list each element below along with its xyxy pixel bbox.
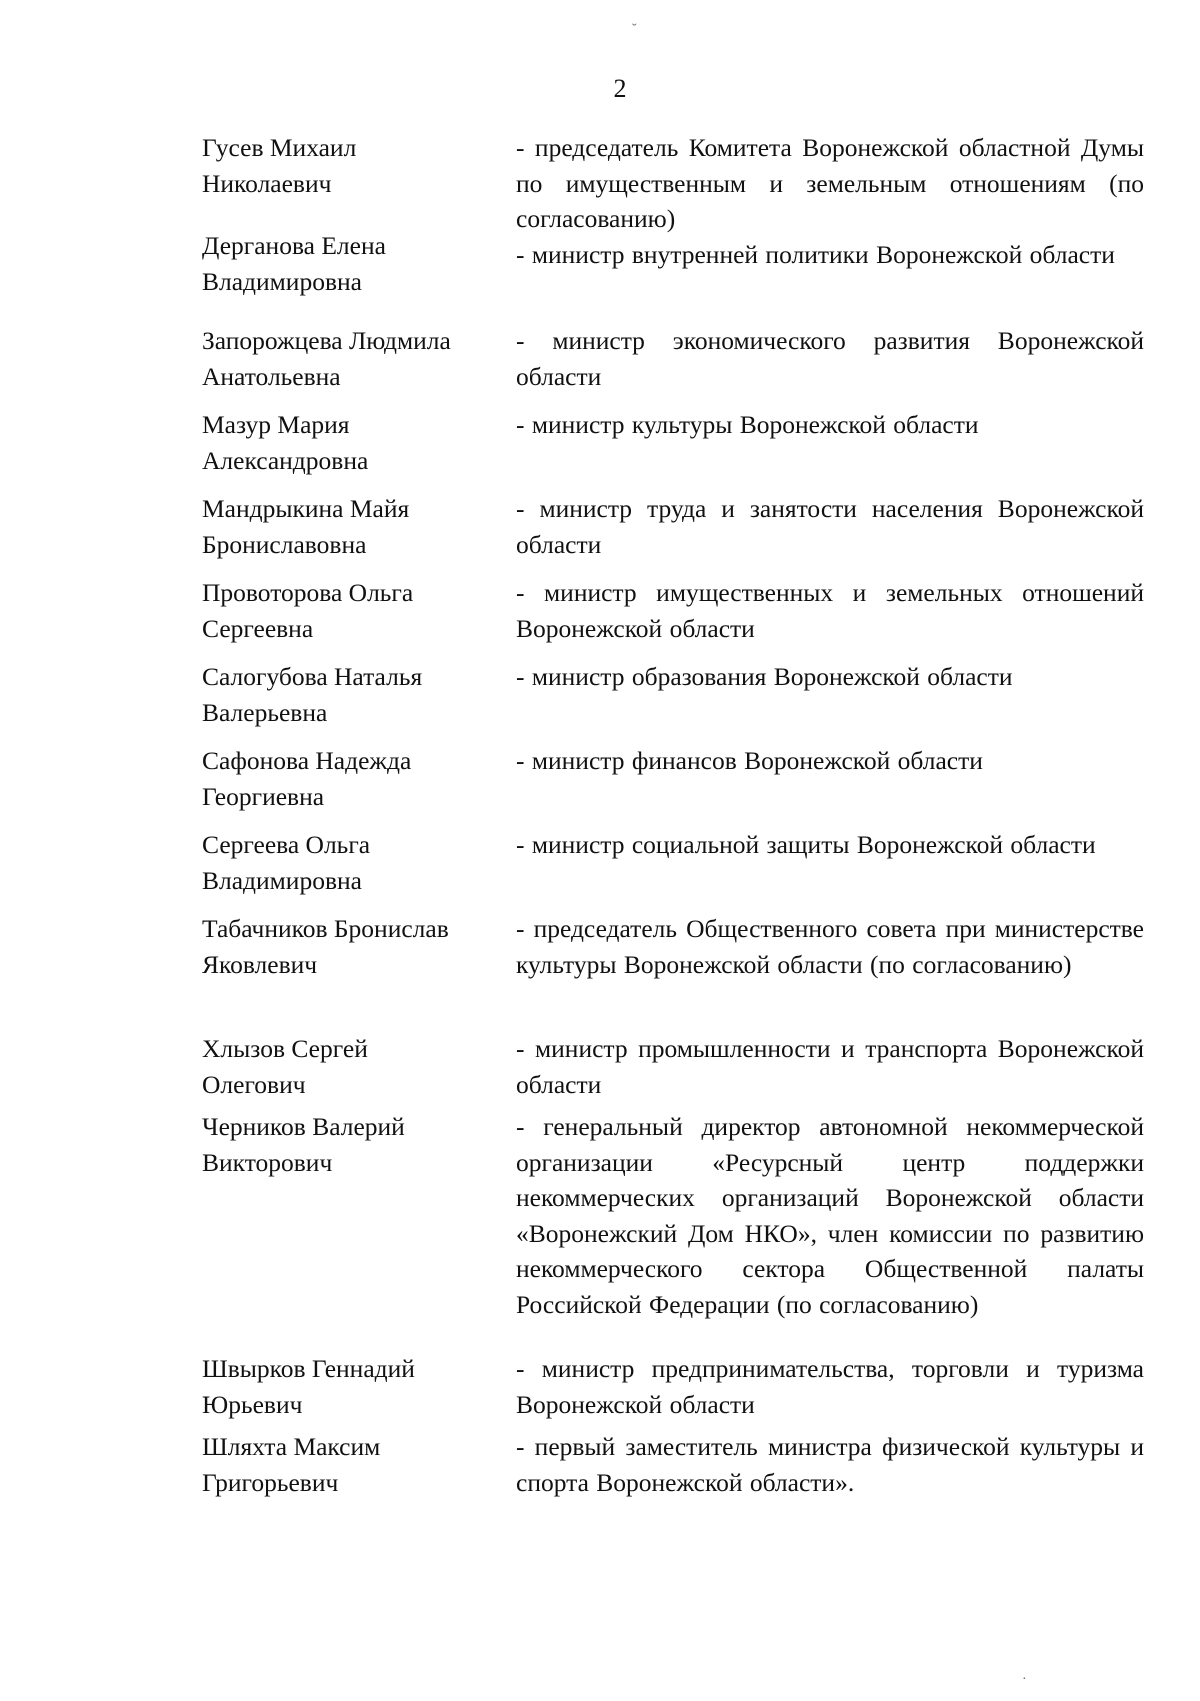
member-entry (202, 1429, 1144, 1513)
member-role: - первый заместитель министра физической культуры и спорта Воронежской области». (516, 1432, 1144, 1497)
scan-artifact: · (1022, 1672, 1027, 1687)
member-entry (202, 228, 1144, 323)
member-entry (202, 1351, 1144, 1429)
member-role: - председатель Общественного совета при министерстве культуры Воронежской области (по согласованию) (516, 914, 1144, 979)
member-name: Швырков Геннадий Юрьевич (202, 1354, 415, 1419)
member-entry (202, 659, 1144, 743)
member-role: - министр труда и занятости населения Воронежской области (516, 494, 1144, 559)
member-list (202, 130, 1144, 1513)
member-name: Мазур Мария Александровна (202, 410, 369, 475)
member-entry (202, 407, 1144, 491)
member-name: Гусев Михаил Николаевич (202, 133, 357, 198)
page-number: 2 (613, 74, 627, 103)
member-name: Провоторова Ольга Сергеевна (202, 578, 414, 643)
member-entry (202, 743, 1144, 827)
member-role: - министр образования Воронежской области (516, 662, 1013, 691)
member-name: Черников Валерий Викторович (202, 1112, 405, 1177)
member-name: Мандрыкина Майя Брониславовна (202, 494, 410, 559)
member-name: Дерганова Елена Владимировна (202, 231, 386, 296)
member-entry (202, 1109, 1144, 1351)
member-entry (202, 911, 1144, 1031)
member-entry (202, 130, 1144, 233)
member-name: Хлызов Сергей Олегович (202, 1034, 368, 1099)
member-role: - министр внутренней политики Воронежской области (516, 240, 1115, 269)
member-role: - министр имущественных и земельных отношений Воронежской области (516, 578, 1144, 643)
member-role: - генеральный директор автономной некоммерческой организации «Ресурсный центр поддержки некоммерческих организаций Воронежской области «Воронежский Дом НКО», член комиссии по развитию некоммерческого сектора Общественной палаты Российской Федерации (по согласованию) (516, 1112, 1144, 1319)
member-entry (202, 491, 1144, 575)
member-entry (202, 575, 1144, 659)
member-name: Табачников Бронислав Яковлевич (202, 914, 449, 979)
member-name: Салогубова Наталья Валерьевна (202, 662, 423, 727)
member-entry (202, 323, 1144, 407)
member-name: Запорожцева Людмила Анатольевна (202, 326, 451, 391)
member-entry (202, 1031, 1144, 1109)
member-role: - министр культуры Воронежской области (516, 410, 979, 439)
scan-artifact: ˘ (632, 22, 637, 37)
member-entry (202, 827, 1144, 911)
member-role: - министр социальной защиты Воронежской области (516, 830, 1096, 859)
member-role: - министр промышленности и транспорта Воронежской области (516, 1034, 1144, 1099)
member-name: Шляхта Максим Григорьевич (202, 1432, 381, 1497)
member-role: - министр предпринимательства, торговли и туризма Воронежской области (516, 1354, 1144, 1419)
member-role: - председатель Комитета Воронежской областной Думы по имущественным и земельным отношениям (по согласованию) (516, 133, 1144, 233)
member-role: - министр экономического развития Воронежской области (516, 326, 1144, 391)
member-name: Сергеева Ольга Владимировна (202, 830, 371, 895)
member-name: Сафонова Надежда Георгиевна (202, 746, 412, 811)
member-role: - министр финансов Воронежской области (516, 746, 983, 775)
